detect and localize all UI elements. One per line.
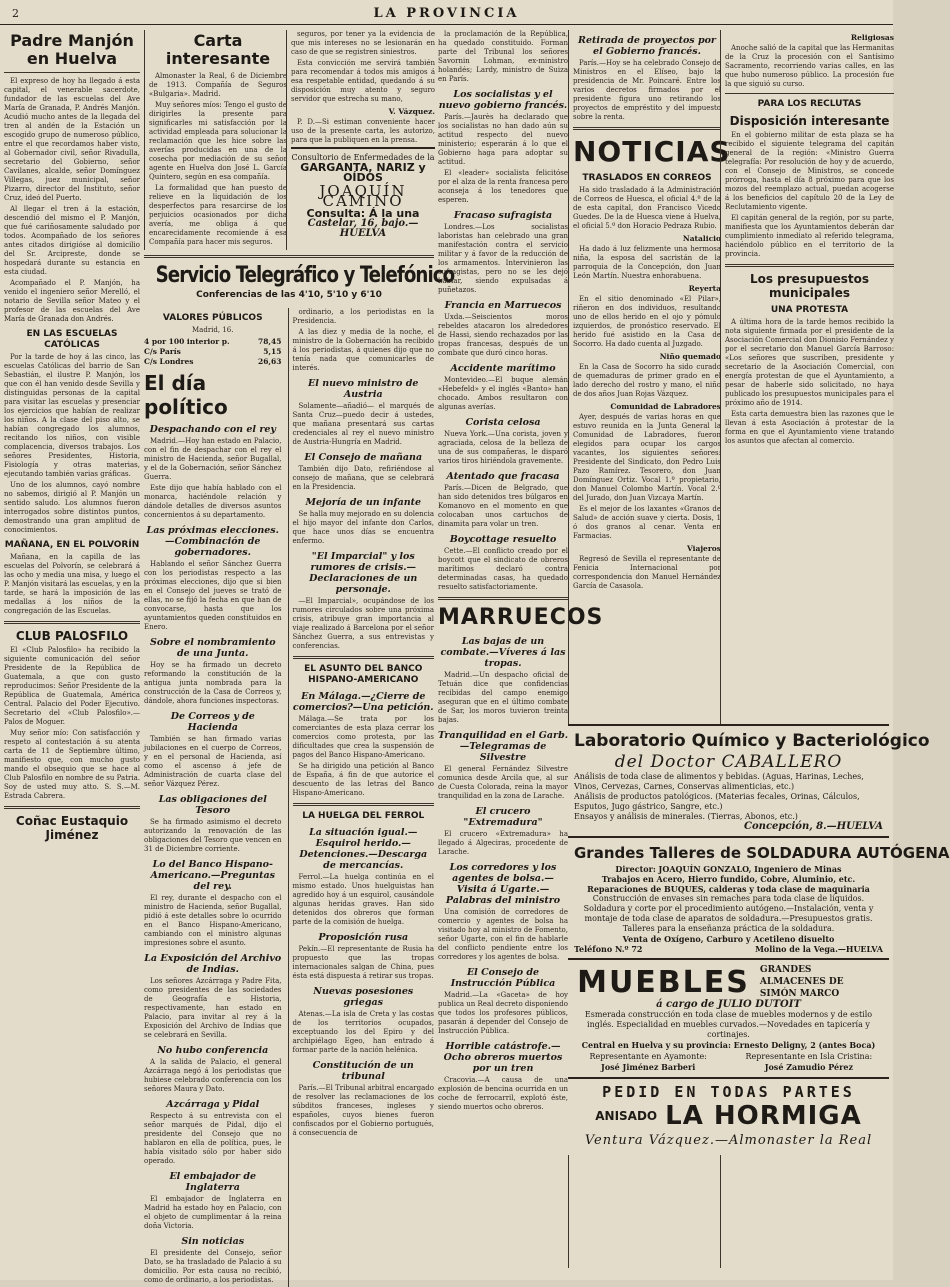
ad-lab-doctor: del Doctor CABALLERO [614, 752, 843, 772]
divider [573, 127, 721, 130]
article-paragraph: París.—Dicen de Belgrado, que han sido detenidos tres búlgaros en Komanovo en el momento en que colocaban unos cartuchos de dinamita para volar un tren. [438, 484, 568, 528]
article-paragraph: Uno de los alumnos, cayó nombre no sabemos, dirigió al P. Manjón un sentido saludo. Los alumnos fueron interrogados sobre distintos puntos, demostrando una gran amplitud de conocimientos. [4, 481, 140, 534]
subheading: De Correos y de Hacienda [170, 711, 255, 733]
ad-muebles-line: Esmerada construcción en toda clase de muebles modernos y de estilo inglés. Especialidad en muebles curvados.—Novedades en tapicería y cortinajes. [584, 1010, 873, 1039]
subheading: Horrible catástrofe.—Ocho obreros muertos por un tren [443, 1041, 563, 1074]
article-paragraph: En el sitio denominado «El Pilar», riñeron en dos individuos, resultando uno de ellos herido en el ojo y pómulo izquierdos, de pronóstico reservado. El herido fué asistido en la Casa de Socorro. Ha dado cuenta al Juzgado. [573, 295, 721, 348]
ad-consultorio-address: Castelar, 16, bajo.—HUELVA [307, 218, 419, 239]
ad-hormiga-tagline: PEDID EN TODAS PARTES [602, 1083, 855, 1101]
ad-sold-phone: Teléfono N.º 72 [574, 944, 643, 954]
article-paragraph: El rey, durante el despacho con el ministro de Hacienda, señor Bugallal, pidió á este detalles sobre lo ocurrido en el Banco Hispano-Americano, cambiando con el ministro algunas impresiones sobre el asunto. [144, 894, 282, 947]
ad-soldadura [568, 836, 950, 958]
divider [293, 656, 435, 659]
subheading: Natalicio [682, 234, 721, 243]
article-paragraph: Atenas.—La isla de Creta y las costas de los territorios ocupados, exceptuando los del Epiro y del archipiélago Egeo, han entrado á formar parte de la nación helénica. [292, 1010, 434, 1054]
article-paragraph: París.—El Tribunal arbitral encargado de resolver las reclamaciones de los súbditos franceses, ingleses y españoles, cuyos bienes fueron confiscados por el Gobierno portugués, á consecuencia de [292, 1084, 434, 1137]
ad-hormiga-name: LA HORMIGA [665, 1101, 862, 1131]
article-paragraph: Madrid.—Un despacho oficial de Tetuán dice que confidencias recibidas del campo enemigo aseguran que en el último combate de Sar, los moros tuvieron treinta bajas. [438, 671, 568, 724]
article-paragraph: Se ha firmado asimismo el decreto autorizando la renovación de las obligaciones del Tesoro que vencen en 31 de Diciembre corriente. [144, 818, 282, 853]
page-number: 2 [12, 7, 19, 20]
ad-muebles-central: Central en Huelva y su provincia: Ernesto Deligny, 2 (antes Boca) [581, 1040, 876, 1050]
subheading: Las bajas de un combate.—Víveres á las tropas. [440, 636, 566, 669]
article-paragraph: En el gobierno militar de esta plaza se ha recibido el siguiente telegrama del capitán general de la región: «Ministro Guerra telegrafía: Por resolución de hoy y de acuerdo, con el Consejo de Ministros, se concede prórroga, hasta el día 8 próximo para que los mozos del reemplazo actual, puedan acogerse á los beneficios del capítulo 20 de la Ley de Reclutamiento vigente. [725, 131, 894, 211]
article-paragraph: El expreso de hoy ha llegado á esta capital, el venerable sacerdote, fundador de las escuelas del Ave María de Granada, P. Andrés Manjón. Acudió mucho antes de la llegada del tren al andén de la Estación un escogido grupo de numeroso público, entre el que recordamos haber visto, al Gobernador civil, señor Rivadulla, secretario del Gobierno, señor Cavilanes, alcalde, señor Domínguez Villegas, juez municipal, señor Pizarro, director del Instituto, señor Cruz, ideó del Puerto. [4, 77, 140, 202]
article-paragraph: A las diez y media de la noche, el ministro de la Gobernación ha recibido á los periodistas, á quienes dijo que no tenía nada que comunicarles de interés. [292, 328, 434, 372]
article-paragraph: Solamente—añadió— el marqués de Santa Cruz—puedo decir á ustedes, que mañana presentará sus cartas credenciales al rey el nuevo ministro de Austria-Hungría en Madrid. [292, 402, 434, 446]
subheading: Boycottage resuelto [449, 534, 557, 545]
newspaper-title: LA PROVINCIA [373, 6, 520, 21]
article-paragraph: París.—Jaurès ha declarado que los socialistas no han dado aún su actitud respecto del nuevo ministerio; esperarán á lo que el Gobierno haga para adoptar su actitud. [438, 113, 568, 166]
subheading: Los corredores y los agentes de bolsa.—Visita á Ugarte.—Palabras del ministro [445, 862, 561, 906]
headline-huelga-ferrol: LA HUELGA DEL FERROL [302, 811, 425, 821]
article-paragraph: Esta convicción me servirá también para recomendar á todos mis amigos á esa respetable entidad, quedando á su disposición muy atento y seguro servidor que estrecha su mano, [291, 59, 435, 103]
subheading: Comunidad de Labradores [610, 402, 721, 411]
valores-table [144, 337, 282, 367]
ad-consultorio-hours: Consulta: Á la una [306, 207, 420, 220]
article-paragraph: la proclamación de la República, ha quedado constituido. Forman parte del Tribunal los señores Savornin Lohman, ex-ministro holandés; Lardy, ministro de Suiza en París. [438, 30, 568, 83]
ad-muebles-reps [574, 1052, 883, 1073]
subheading: Despachando con el rey [149, 424, 276, 435]
ad-la-hormiga [568, 1077, 889, 1155]
article-paragraph: Nueva York.—Una corista, joven y agraciada, celosa de la belleza de una de sus compañeras, le disparó varios tiros hiriéndola gravemente. [438, 430, 568, 465]
ad-rep-label: Representante en Isla Cristina: [745, 1052, 873, 1061]
valores-label: C/s Londres [144, 357, 194, 366]
article-paragraph: Ha dado á luz felizmente una hermosa niña, la esposa del sacristán de la parroquia de la Concepción, don Juan León Martín. Nuestra enhorabuena. [573, 245, 721, 280]
subheading: Nuevas posesiones griegas [313, 986, 414, 1008]
subheading-conferencias: Conferencias de las 4'10, 5'10 y 6'10 [196, 290, 382, 300]
subheading: Lo del Banco Hispano-Americano.—Preguntas del rey. [150, 859, 275, 892]
subheading: Atentado que fracasa [446, 471, 560, 482]
ad-muebles-manager: á cargo de JULIO DUTOIT [656, 999, 801, 1010]
article-paragraph: Madrid.—Hoy han estado en Palacio, con el fin de despachar con el rey el ministro de Hacienda, señor Bugallal, y el de la Gobernación, señor Sánchez Guerra. [144, 437, 282, 481]
subheading: Religiosas [850, 33, 894, 42]
subheading: Proposición rusa [318, 932, 409, 943]
ad-hormiga-maker: Ventura Vázquez.—Almonaster la Real [584, 1133, 873, 1148]
headline-presupuestos: Los presupuestos municipales [749, 272, 870, 300]
article-paragraph: El crucero «Extremadura» ha llegado á Algeciras, procedente de Larache. [438, 830, 568, 856]
article-paragraph: Hoy se ha firmado un decreto reformando la constitución de la antigua junta nombrada para la construcción de la Casa de Correos y, dándole, ahora funciones inspectoras. [144, 661, 282, 705]
divider [4, 621, 140, 624]
subheading: Sin noticias [181, 1236, 245, 1247]
article-paragraph: Regresó de Sevilla el representante de Fenicia Internacional por correspondencia don Manuel Hernández García de Casasola. [573, 555, 721, 590]
article-paragraph: Acompañado el P. Manjón, ha venido el ingeniero señor Merelló, el notario de Sevilla señor Mateo y el profesor de las escuelas del Ave María de Granada don Andrés. [4, 279, 140, 323]
divider [438, 597, 568, 600]
headline-padre-manjon: Padre Manjón en Huelva [10, 31, 134, 68]
ad-sold-title: Grandes Talleres de SOLDADURA AUTÓGENA [574, 844, 950, 862]
subheading: TRASLADOS EN CORREOS [582, 173, 712, 183]
subheading: El crucero "Extremadura" [463, 806, 543, 828]
subheading: La situación igual.—Esquirol herido.—Detenciones.—Descarga de mercancías. [299, 827, 428, 871]
subheading: Mejoría de un infante [305, 497, 422, 508]
article-paragraph: Al llegar el tren á la estación, descendió del mismo el P. Manjón, que fué cariñosamente saludado por todos. Acompañado de los señores antes citados dirigióse al domicilio del Sr. Arcipreste, donde se hospedará durante su estancia en esta ciudad. [4, 205, 140, 276]
ad-hormiga-anisado: ANISADO [595, 1109, 658, 1123]
article-paragraph: A la salida de Palacio, el general Azcárraga negó á los periodistas que hubiese celebrado conferencia con los señores Maura y Dato. [144, 1058, 282, 1093]
article-paragraph: Muy señor mío: Con satisfacción y respeto al contestación á su atenta carta de 11 de Septiembre último, manifiesto que, con mucho gusto mando el obsequio que se hace al Club Palosfilo en nombre de su Patria. Soy de usted muy atto. S. S.—M. Estrada Cabrera. [4, 729, 140, 800]
ad-laboratorio [568, 724, 930, 836]
article-paragraph: Uxda.—Seiscientos moros rebeldes atacaron los alrededores de Hassi, siendo rechazados por las tropas francesas, después de un combate que duró cinco horas. [438, 313, 568, 357]
ad-sold-footer [574, 944, 883, 954]
article-paragraph: En la Casa de Socorro ha sido curado de quemaduras de primer grado en el lado derecho del rostro y mano, el niño de dos años Juan Rojas Vázquez. [573, 363, 721, 398]
subheading: Las próximas elecciones.—Combinación de gobernadores. [146, 525, 279, 558]
headline-dia-politico: El día político [144, 371, 228, 419]
valores-row [144, 347, 282, 357]
ad-rep-label: Representante en Ayamonte: [589, 1052, 707, 1061]
ad-consultorio-title: GARGANTA, NARIZ y OÍDOS [300, 161, 426, 184]
headline-carta-interesante: Carta interesante [165, 31, 271, 68]
article-paragraph: Cracovia.—A causa de una explosión de bencina ocurrida en un coche de ferrocarril, explotó éste, siendo muertos ocho obreros. [438, 1076, 568, 1111]
valores-value: 5,15 [263, 347, 282, 356]
headline-servicio-telegrafico: Servicio Telegráfico y Telefónico [155, 263, 455, 288]
divider [144, 255, 434, 258]
article-paragraph: —El Imparcial», ocupándose de los rumores circulados sobre una próxima crisis, atribuye gran importancia al viaje realizado á Barcelona por el señor Sánchez Guerra, a sus entrevistas y conferencias. [292, 597, 434, 650]
article-paragraph: Este dijo que había hablado con el monarca, haciéndole relación y dándole detalles de diversos asuntos concernientos á su departamento. [144, 484, 282, 519]
article-paragraph: El «Club Palosfilo» ha recibido la siguiente comunicación del señor Presidente de la República de Guatemala, a que con gusto reproducimos: Señor Presidente de la República de Guatemala, América Central. Palacio del Poder Ejecutivo. Secretario del «Club Palosfilo».—Palos de Moguer. [4, 646, 140, 726]
subheading: Tranquilidad en el Garb.—Telegramas de Silvestre [438, 730, 569, 763]
subheading: Reyerta [688, 284, 721, 293]
valores-label: C/s París [144, 347, 181, 356]
subheading: Constitución de un tribunal [312, 1060, 414, 1082]
article-paragraph: Almonaster la Real, 6 de Diciembre de 1913. Compañía de Seguros «Bulgaria». Madrid. [149, 72, 287, 98]
article-paragraph: Es el mejor de los laxantes «Granos de Salud» de acción suave y cierta. Dosis, 1 ó dos granos al cenar. Venta en Farmacias. [573, 505, 721, 540]
article-paragraph: A última hora de la tarde hemos recibido la nota siguiente firmada por el presidente de la Asociación Comercial don Dionisio Fernández y por el secretario don Manuel García Barroso: «Los señores que suscriben, presidente y secretario de la Asociación Comercial, con energía protestan de que el Ayuntamiento, a pesar de haberle sido solicitado, no haya publicado los presupuestos municipales para el próximo año de 1914. [725, 318, 894, 407]
ad-sold-address: Molino de la Vega.—HUELVA [755, 944, 883, 954]
article-paragraph: Muy señores míos: Tengo el gusto de dirigirles la presente para significarles mi satisfacción por la actividad empleada para solucionar la reclamación que les hice sobre las averías producidas en una de la cosecha por mediación de su señor agente en Huelva don José L. García Quintero, según en esa compañía. [149, 101, 287, 181]
headline-banco-hispano: EL ASUNTO DEL BANCO HISPANO-AMERICANO [304, 664, 423, 685]
article-paragraph: Málaga.—Se trata por los comerciantes de esta plaza cerrar los comercios como protesta, por las dificultades que crea la suspensión de pagos del Banco Hispano-Americano. [292, 715, 434, 759]
ad-lab-line: Análisis de productos patológicos. (Materias fecales, Orinas, Cálculos, Esputos, Jugo gástrico, Sangre, etc.) [574, 792, 860, 811]
letter-signature: V. Vázquez. [388, 107, 435, 116]
article-paragraph: Se ha dirigido una petición al Banco de España, á fin de que autorice el descuento de las letras del Banco Hispano-Americano. [292, 762, 434, 797]
ad-rep-left [574, 1052, 722, 1073]
valores-row [144, 357, 282, 367]
ad-consultorio [291, 147, 435, 243]
article-paragraph: También se han firmado varias jubilaciones en el cuerpo de Correos, y en el personal de Hacienda, así como el ascenso á jefe de Administración de cuarta clase del señor Vázquez Pérez. [144, 735, 282, 788]
article-paragraph: Una comisión de corredores de comercio y agentes de bolsa ha visitado hoy al ministro de Fomento, señor Ugarte, con el fin de hablarle del conflicto pendiente entre los corredores y los agentes de bolsa. [438, 908, 568, 961]
valores-title: VALORES PÚBLICOS [162, 313, 263, 323]
article-paragraph: Por la tarde de hoy á las cinco, las escuelas Católicas del barrio de San Sebastián, el ilustre P. Manjón, los que con él han venido desde Sevilla y distinguidas personas de la capital para visitar las escuelas y presenciar los ejercicios que habían de realizar los niños. A la clase del piso alto, se habían congregado los alumnos, recitando los niños, con visible complacencia, diversos trabajos. Los señores Presidentes, Historia, Fisiología y otras materias, ejecutando también varias gráficas. [4, 353, 140, 478]
divider [293, 803, 435, 806]
ad-lab-line: Ensayos y análisis de minerales. (Tierras, Abonos, etc.) [574, 812, 798, 821]
telegraph-col-left [144, 308, 282, 1287]
ad-sold-director: Director: JOAQUÍN GONZALO, Ingeniero de Minas [615, 864, 842, 874]
subheading: Los socialistas y el nuevo gobierno francés. [438, 89, 568, 111]
ad-muebles-header [574, 964, 883, 1000]
article-paragraph: Respecto á su entrevista con el señor marqués de Pidal, dijo el presidente del Consejo que no hablaron en ella de política, pues, le había visitado sólo por haber sido operado. [144, 1112, 282, 1165]
subheading: Retirada de proyectos por el Gobierno francés. [578, 35, 716, 57]
ad-consultorio-doctor: JOAQUÍN CAMINO [319, 182, 407, 210]
article-paragraph: El presidente del Consejo, señor Dato, se ha trasladado de Palacio á su domicilio. Por esta causa no recibió, como de ordinario, a los periodistas. [144, 1249, 282, 1284]
article-paragraph: Ferrol.—La huelga continúa en el mismo estado. Unos huelguistas han agredido hoy á un esquirol, causándole algunas heridas graves. Han sido detenidos dos obreros que forman parte de la comisión de huelga. [292, 873, 434, 926]
subheading-polvorin: MAÑANA, EN EL POLVORÍN [4, 540, 140, 550]
subheading-escuelas-catolicas: EN LAS ESCUELAS CATÓLICAS [26, 329, 118, 350]
ad-lab-address: Concepción, 8.—HUELVA [744, 821, 883, 832]
subheading: El Consejo de mañana [304, 452, 423, 463]
article-paragraph: Anoche salió de la capital que las Hermanitas de la Cruz la procesión con el Santísimo Sacramento, recorriendo varias calles, en las que hubo numeroso público. La procesión fue la que siguió su curso. [725, 44, 894, 88]
ad-lab-title: Laboratorio Químico y Bacteriológico [574, 731, 930, 751]
article-paragraph: París.—Hoy se ha celebrado Consejo de Ministros en el Elíseo, bajo la presidencia de Mr. Poincaré. Entre los varios decretos firmados por el presidente figura uno retirando los proyectos de empréstito y del impuesto sobre la renta. [573, 59, 721, 121]
subheading: Accidente marítimo [450, 363, 556, 374]
article-paragraph: P. D.—Si estiman conveniente hacer uso de la presente carta, les autorizo, para que la publiquen en la prensa. [291, 118, 435, 144]
article-paragraph: El capitán general de la región, por su parte, manifiesta que los Ayuntamientos deberán dar cumplimiento inmediato al referido telegrama, haciéndolo público en el territorio de la provincia. [725, 214, 894, 258]
ad-sold-line: Trabajos en Acero, Hierro fundido, Cobre, Aluminio, etc. Reparaciones de BUQUES, calderas y toda clase de maquinaria [587, 874, 870, 894]
masthead [0, 4, 893, 25]
ad-hormiga-brand [574, 1101, 883, 1131]
article-paragraph: ordinario, a los periodistas en la Presidencia. [292, 308, 434, 325]
subheading: No hubo conferencia [157, 1045, 269, 1056]
article-paragraph: Ha sido trasladado á la Administración de Correos de Huesca, el oficial 4.º de la de esta capital, don Francisco Vicedo Guedes. De la de Huesca viene á Huelva, el oficial 5.º don Horacio Pedraza Rubio. [573, 186, 721, 230]
subheading: En Málaga.—¿Cierre de comercios?—Una petición. [292, 691, 434, 713]
divider [725, 93, 894, 94]
article-paragraph: Londres.—Los socialistas laboristas han celebrado una gran manifestación contra el servicio militar y á favor de la reducción de los armamentos. Intervinieron las sufragistas, pero no se les dejó hablar, siendo expulsadas á puñetazos. [438, 223, 568, 294]
subheading: Fracaso sufragista [453, 210, 553, 221]
ad-sold-line: Venta de Oxígeno, Carburo y Acetileno disuelto [622, 934, 835, 944]
article-paragraph: Pekín.—El representante de Rusia ha propuesto que las tropas internacionales salgan de China, pues ésta está dispuesta á retirar sus tropas. [292, 945, 434, 980]
divider [4, 72, 140, 73]
subheading: "El Imparcial" y los rumores de crisis.—Declaraciones de un personaje. [309, 551, 418, 595]
article-paragraph: seguros, por tener ya la evidencia de que mis intereses no se lesionarán en caso de que se registren siniestros. [291, 30, 435, 56]
subheading: Corista celosa [465, 417, 541, 428]
article-paragraph: Ayer, después de varias horas en que estuvo reunida en la Junta General la Comunidad de Labradores, fueron elegidos para ocupar los cargos vacantes, los siguientes señores: Presidente del Sindicato, don Pedro Luis Pazo Ramírez. Tesorero, don Juan Domínguez Ortiz. Vocal 1.º propietario, don Manuel Colombo Martín. Vocal 2.º del Jurado, don Juan Vizcaya Martín. [573, 413, 721, 502]
subheading: El embajador de Inglaterra [169, 1171, 257, 1193]
article-paragraph: Los señores Azcárraga y Padre Fita, como presidentes de las sociedades de Geografía e Historia, respectivamente, han estado en Palacio, para invitar al rey á la Exposición del Archivo de Indias que se celebrará en Sevilla. [144, 977, 282, 1039]
subheading: El Consejo de Instrucción Pública [450, 967, 556, 989]
subheading: El nuevo ministro de Austria [308, 378, 419, 400]
article-paragraph: Cette.—El conflicto creado por el boycott que el sindicato de obreros marítimos declaró contra determinadas casas, ha quedado resuelto satisfactoriamente. [438, 547, 568, 591]
subheading: Niño quemado [659, 352, 721, 361]
subheading: Sobre el nombramiento de una Junta. [149, 637, 276, 659]
headline-marruecos: MARRUECOS [438, 605, 604, 630]
subheading: Azcárraga y Pidal [166, 1099, 260, 1110]
article-paragraph: El embajador de Inglaterra en Madrid ha estado hoy en Palacio, con el objeto de cumplimentar á la reina doña Victoria. [144, 1195, 282, 1230]
ad-muebles [568, 958, 889, 1077]
article-paragraph: Mañana, en la capilla de las escuelas del Polvorín, se celebrará á las ocho y media una misa, y luego el P. Manjón visitará las escuelas, y en la tarde, se hará la imposición de las medallas á los niños de la congregación de las Escuelas. [4, 553, 140, 615]
ad-conac: Coñac Eustaquio Jiménez [15, 814, 129, 842]
article-paragraph: Madrid.—La «Gaceta» de hoy publica un Real decreto disponiendo que todos los profesores públicos, pasarán á depender del Consejo de Instrucción Pública. [438, 991, 568, 1035]
headline-disposicion: Disposición interesante [729, 114, 890, 128]
divider [725, 264, 894, 267]
article-paragraph: El general Fernández Silvestre comunica desde Arcila que, al sur de Cuesta Colorada, reina la mayor tranquilidad en la zona de Larache. [438, 765, 568, 800]
column-1 [4, 30, 140, 1268]
valores-row [144, 337, 282, 347]
article-paragraph: Hablando el señor Sánchez Guerra con los periodistas respecto a las próximas elecciones, dijo que si bien en el Consejo del jueves se trató de ellas, no se fijó la fecha en que han de convocarse, hasta que los ayuntamientos queden constituidos en Enero. [144, 560, 282, 631]
article-paragraph: Se halla muy mejorado en su dolencia el hijo mayor del infante don Carlos, que hace unos días se encuentra enfermo. [292, 510, 434, 545]
subheading: UNA PROTESTA [770, 305, 849, 315]
ad-sold-line: Construcción de envases sin remaches para toda clase de líquidos. Soldadura y corte por el procedimiento autógeno.—Instalación, venta y montaje de toda clase de aparatos de soldadura.—Presupuestos gratis. Talleres para la enseñanza práctica de la soldadura. [583, 894, 874, 933]
article-paragraph: La formalidad que han puesto de relieve en la liquidación de los desperfectos para resarcirse de los perjuicios ocasionados por dicha avería, me obliga á que encarecidamente recomiende á esa Compañía para hacer mis seguros. [149, 184, 287, 246]
ad-rep-right [735, 1052, 883, 1073]
subheading: Viajeros [686, 544, 721, 553]
ad-rep-name: José Zamudio Pérez [764, 1062, 853, 1072]
headline-noticias: NOTICIAS [573, 135, 731, 168]
subheading: Las obligaciones del Tesoro [158, 794, 267, 816]
valores-city: Madrid, 16. [192, 326, 234, 334]
advertisements [568, 724, 950, 1155]
divider [4, 806, 140, 809]
headline-club-palosfilo: CLUB PALOSFILO [15, 629, 129, 643]
ad-rep-name: José Jiménez Barberi [601, 1062, 696, 1072]
subheading: La Exposición del Archivo de Indias. [144, 953, 282, 975]
ad-consultorio-top: Consultorio de Enfermedades de la [291, 153, 435, 162]
article-paragraph: Esta carta demuestra bien las razones que le llevan á esta Asociación á protestar de la forma en que el Ayuntamiento viene tratando los asuntos que afectan al comercio. [725, 410, 894, 445]
valores-value: 26,63 [258, 357, 282, 366]
valores-label: 4 por 100 interior p. [144, 337, 230, 346]
subheading: PARA LOS RECLUTAS [757, 99, 862, 109]
telegraph-section [144, 250, 455, 1284]
article-paragraph: Montevideo.—El buque alemán «Hebefeld» y el inglés «Banto» han chocado. Ambos resultaron con algunas averías. [438, 376, 568, 411]
valores-value: 78,45 [258, 337, 282, 346]
article-paragraph: También dijo Dato, refiriéndose al consejo de mañana, que se celebrará en la Presidencia. [292, 465, 434, 491]
ad-muebles-title: MUEBLES [577, 964, 750, 1000]
ad-muebles-store: GRANDES ALMACENES DE SIMÓN MARCO [759, 965, 844, 999]
subheading: Francia en Marruecos [444, 300, 562, 311]
article-paragraph: El «leader» socialista felicitóse por el alza de la renta francesa pero aconseja á los tenedores que esperen. [438, 169, 568, 204]
column-4 [434, 30, 604, 1268]
ad-lab-line: Análisis de toda clase de alimentos y bebidas. (Aguas, Harinas, Leches, Vinos, Cervezas, Carnes, Conservas alimenticias, etc.) [574, 772, 864, 791]
telegraph-col-right [288, 308, 435, 1287]
